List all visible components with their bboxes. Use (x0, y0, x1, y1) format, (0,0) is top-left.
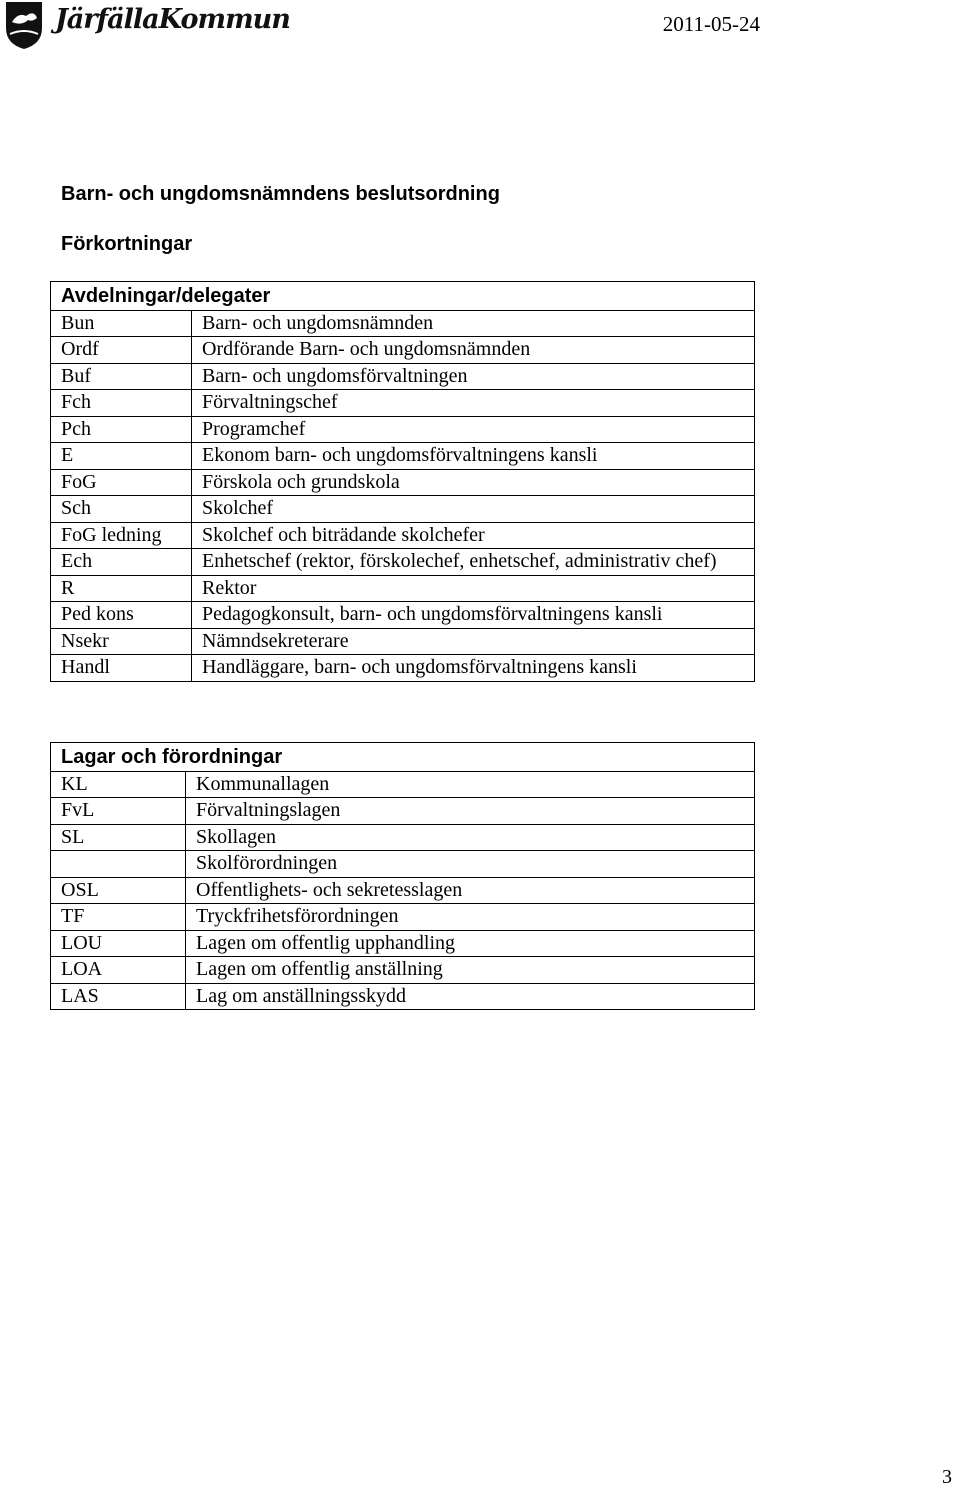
table-row (51, 337, 755, 364)
meaning-cell: Tryckfrihetsförordningen (186, 904, 755, 931)
table-row (51, 930, 755, 957)
table-row (51, 904, 755, 931)
document-title: Barn- och ungdomsnämndens beslutsordning (61, 183, 500, 205)
meaning-cell: Ordförande Barn- och ungdomsnämnden (192, 337, 755, 364)
page-header (0, 0, 960, 60)
table-row (51, 628, 755, 655)
table-row (51, 443, 755, 470)
abbreviation-cell: Ped kons (51, 602, 192, 629)
laws-heading: Lagar och förordningar (51, 743, 755, 772)
abbreviation-cell: Ordf (51, 337, 192, 364)
departments-table-body (51, 282, 755, 682)
meaning-cell: Lagen om offentlig upphandling (186, 930, 755, 957)
table-row (51, 575, 755, 602)
abbreviation-cell: R (51, 575, 192, 602)
table-row (51, 798, 755, 825)
meaning-cell: Skollagen (186, 824, 755, 851)
laws-table (50, 742, 755, 1010)
table-row (51, 877, 755, 904)
meaning-cell: Skolchef (192, 496, 755, 523)
municipal-crest-icon (4, 0, 44, 50)
municipality-logo-text: JärfällaKommun (55, 4, 290, 35)
table-row (51, 310, 755, 337)
table-row (51, 416, 755, 443)
abbreviation-cell: LOU (51, 930, 186, 957)
table-row (51, 469, 755, 496)
meaning-cell: Förskola och grundskola (192, 469, 755, 496)
abbreviation-cell: SL (51, 824, 186, 851)
abbreviation-cell: LOA (51, 957, 186, 984)
laws-table-heading-row (51, 743, 755, 772)
abbreviation-cell: FoG ledning (51, 522, 192, 549)
departments-table-heading-row (51, 282, 755, 311)
abbreviation-cell: Nsekr (51, 628, 192, 655)
abbreviation-cell: TF (51, 904, 186, 931)
table-row (51, 602, 755, 629)
document-date: 2011-05-24 (662, 12, 760, 36)
departments-heading: Avdelningar/delegater (51, 282, 755, 311)
laws-table-body (51, 743, 755, 1010)
abbreviation-cell: FoG (51, 469, 192, 496)
meaning-cell: Lagen om offentlig anställning (186, 957, 755, 984)
table-row (51, 522, 755, 549)
table-row (51, 390, 755, 417)
table-row (51, 851, 755, 878)
table-row (51, 363, 755, 390)
abbreviation-cell: KL (51, 771, 186, 798)
table-row (51, 983, 755, 1010)
abbreviation-cell: LAS (51, 983, 186, 1010)
meaning-cell: Offentlighets- och sekretesslagen (186, 877, 755, 904)
meaning-cell: Barn- och ungdomsförvaltningen (192, 363, 755, 390)
meaning-cell: Förvaltningschef (192, 390, 755, 417)
meaning-cell: Barn- och ungdomsnämnden (192, 310, 755, 337)
table-row (51, 549, 755, 576)
abbreviation-cell: E (51, 443, 192, 470)
abbreviation-cell: Buf (51, 363, 192, 390)
abbreviation-cell: Sch (51, 496, 192, 523)
abbreviation-cell: Fch (51, 390, 192, 417)
table-row (51, 655, 755, 682)
meaning-cell: Kommunallagen (186, 771, 755, 798)
meaning-cell: Programchef (192, 416, 755, 443)
section-title: Förkortningar (61, 233, 193, 255)
abbreviation-cell: Pch (51, 416, 192, 443)
meaning-cell: Enhetschef (rektor, förskolechef, enhetschef, administrativ chef) (192, 549, 755, 576)
meaning-cell: Skolförordningen (186, 851, 755, 878)
meaning-cell: Förvaltningslagen (186, 798, 755, 825)
abbreviation-cell (51, 851, 186, 878)
table-row (51, 496, 755, 523)
departments-table (50, 281, 755, 682)
abbreviation-cell: FvL (51, 798, 186, 825)
abbreviation-cell: Handl (51, 655, 192, 682)
meaning-cell: Ekonom barn- och ungdomsförvaltningens kansli (192, 443, 755, 470)
meaning-cell: Skolchef och biträdande skolchefer (192, 522, 755, 549)
table-row (51, 824, 755, 851)
table-row (51, 957, 755, 984)
meaning-cell: Handläggare, barn- och ungdomsförvaltningens kansli (192, 655, 755, 682)
abbreviation-cell: Ech (51, 549, 192, 576)
meaning-cell: Pedagogkonsult, barn- och ungdomsförvaltningens kansli (192, 602, 755, 629)
abbreviation-cell: Bun (51, 310, 192, 337)
meaning-cell: Rektor (192, 575, 755, 602)
meaning-cell: Nämndsekreterare (192, 628, 755, 655)
abbreviation-cell: OSL (51, 877, 186, 904)
meaning-cell: Lag om anställningsskydd (186, 983, 755, 1010)
table-row (51, 771, 755, 798)
page-number: 3 (942, 1466, 952, 1488)
